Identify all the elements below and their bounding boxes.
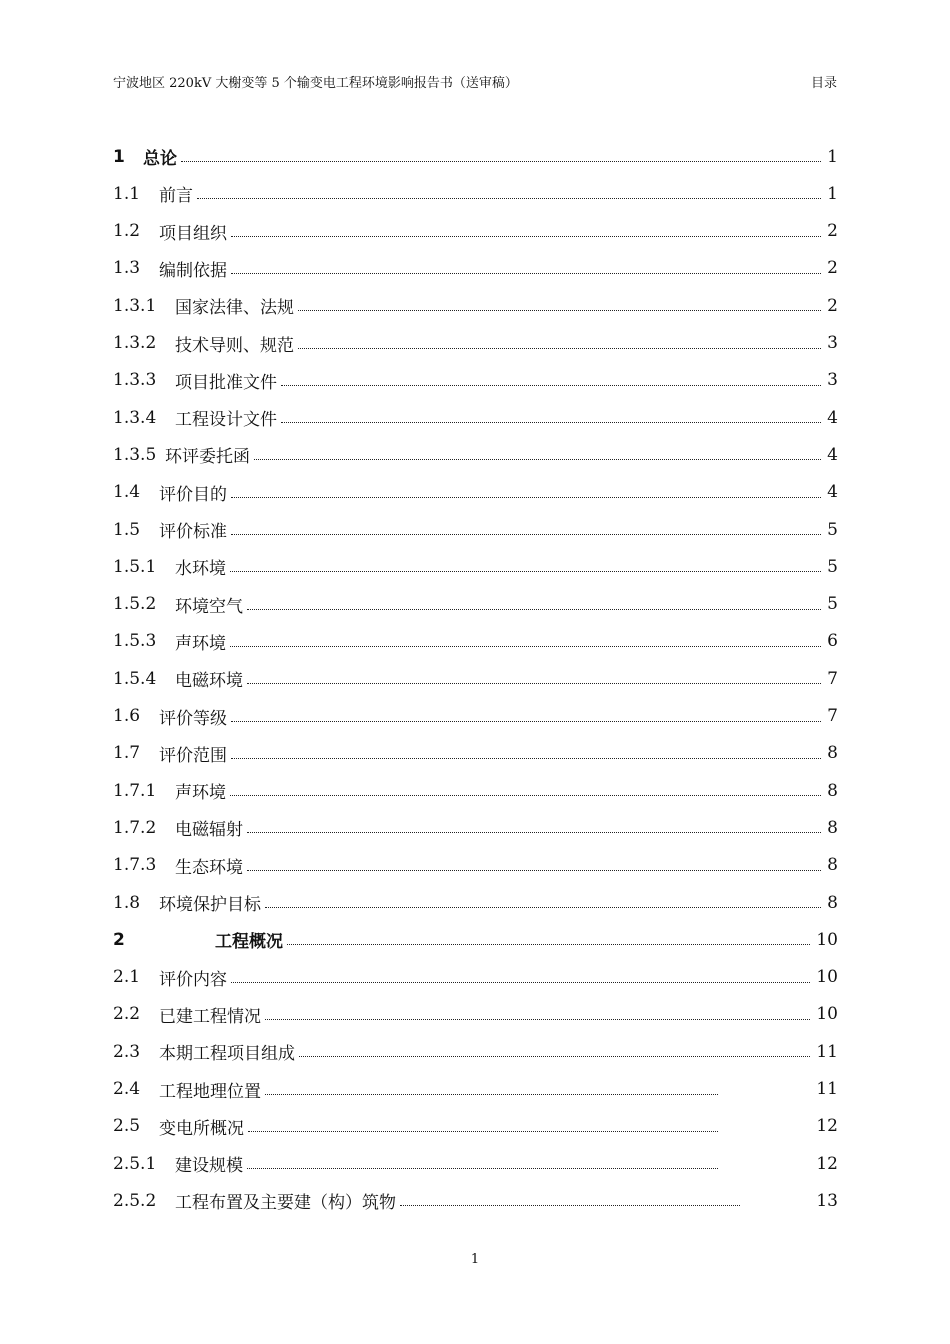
toc-entry-number: 1.3 [113,258,141,279]
toc-entry-title: 国家法律、法规 [175,298,294,319]
toc-entry[interactable] [113,959,838,996]
page-footer [0,1252,950,1267]
toc-entry-number: 2.5.2 [113,1190,157,1211]
toc-entry[interactable] [113,548,838,585]
toc-entry-number: 2.2 [113,1004,141,1025]
toc-entry-number: 1 [113,146,125,167]
toc-entry-number: 1.6 [113,706,141,726]
toc-entry-page: 12 [816,1153,838,1174]
toc-entry[interactable] [113,138,838,175]
toc-entry-number: 1.3.4 [113,407,157,428]
toc-entry[interactable] [113,1182,838,1219]
toc-entry[interactable] [113,735,838,772]
toc-entry-page: 8 [827,817,838,838]
toc-entry-number: 1.7.1 [113,780,157,801]
toc-entry-page: 5 [827,556,838,577]
toc-entry[interactable] [113,1108,838,1145]
dot-leader [247,832,821,833]
toc-entry-page: 3 [827,370,838,391]
toc-entry[interactable] [113,399,838,436]
toc-entry-page: 2 [827,258,838,279]
toc-entry[interactable] [113,325,838,362]
toc-entry[interactable] [113,623,838,660]
toc-entry-title: 生态环境 [175,857,243,878]
dot-leader [265,1019,810,1020]
toc-entry-page: 4 [827,407,838,428]
dot-leader [231,758,821,759]
toc-entry-page: 10 [816,967,838,988]
toc-entry-page: 5 [827,594,838,615]
toc-entry-title: 声环境 [175,783,226,804]
toc-entry-number: 1.8 [113,892,141,913]
dot-leader [230,646,821,647]
toc-entry-page: 1 [827,146,838,167]
page-header [113,70,837,92]
toc-entry-page: 1 [827,183,838,204]
toc-entry[interactable] [113,287,838,324]
toc-entry[interactable] [113,1033,838,1070]
toc-entry[interactable] [113,1145,838,1182]
toc-entry-title: 评价等级 [159,708,227,729]
dot-leader [298,310,821,311]
dot-leader [287,944,810,945]
toc-entry[interactable] [113,884,838,921]
toc-entry-number: 2.1 [113,967,141,988]
dot-leader [265,1094,718,1095]
toc-entry-title: 评价内容 [159,969,227,990]
toc-entry-title: 评价标准 [159,522,227,542]
toc-entry-number: 1.5.1 [113,556,157,577]
toc-entry-page: 11 [816,1041,838,1062]
dot-leader [281,422,821,423]
toc-entry-page: 2 [827,221,838,242]
toc-entry-title: 工程布置及主要建（构）筑物 [175,1193,396,1214]
dot-leader [299,1056,810,1057]
toc-entry-number: 1.4 [113,482,141,503]
toc-entry-page: 7 [827,668,838,689]
toc-entry[interactable] [113,996,838,1033]
dot-leader [231,273,821,274]
toc-entry-page: 3 [827,333,838,353]
toc-entry-title: 环境保护目标 [159,895,261,915]
toc-entry-page: 8 [827,855,838,876]
toc-entry-title: 项目组织 [159,223,227,244]
toc-entry-title: 环评委托函 [165,447,250,468]
dot-leader [247,870,821,871]
dot-leader [231,721,821,722]
toc-entry-number: 2.3 [113,1041,141,1062]
toc-entry-number: 1.7 [113,743,141,764]
toc-entry-number: 2 [113,929,125,950]
toc-entry-title: 项目批准文件 [175,372,277,393]
dot-leader [247,609,821,610]
toc-entry-page: 4 [827,482,838,503]
dot-leader [231,497,821,498]
toc-entry-page: 8 [827,743,838,764]
toc-entry-page: 5 [827,519,838,540]
toc-entry-number: 1.7.2 [113,817,157,838]
toc-entry[interactable] [113,213,838,250]
toc-entry-number: 2.5 [113,1116,141,1137]
toc-entry-page: 13 [816,1190,838,1211]
toc-entry-number: 1.5.4 [113,668,157,689]
toc-entry[interactable] [113,250,838,287]
toc-entry[interactable] [113,921,838,958]
toc-entry-number: 1.3.5 [113,444,157,465]
dot-leader [265,907,821,908]
toc-entry-number: 2.5.1 [113,1153,157,1174]
toc-entry-title: 前言 [159,186,193,207]
dot-leader [281,385,821,386]
toc-entry-page: 7 [827,706,838,726]
dot-leader [254,459,821,460]
toc-entry-title: 变电所概况 [159,1118,244,1139]
dot-leader [298,348,821,349]
toc-entry[interactable] [113,698,838,735]
dot-leader [181,161,821,162]
toc-entry-title: 电磁辐射 [175,820,243,841]
toc-entry-title: 环境空气 [175,596,243,617]
toc-entry-number: 1.1 [113,183,141,204]
toc-entry-page: 8 [827,780,838,801]
toc-entry-page: 11 [816,1079,838,1099]
toc-entry-number: 1.3.2 [113,333,157,353]
toc-entry-title: 建设规模 [175,1156,243,1177]
dot-leader [231,534,821,535]
toc-entry[interactable] [113,511,838,548]
toc-entry-title: 本期工程项目组成 [159,1044,295,1065]
toc-entry-page: 12 [816,1116,838,1137]
toc-entry-number: 1.3.3 [113,370,157,391]
toc-entry-page: 10 [816,929,838,950]
toc-entry-number: 1.3.1 [113,295,157,316]
toc-entry-title: 工程设计文件 [175,410,277,431]
toc-entry[interactable] [113,660,838,697]
toc-entry-page: 8 [827,892,838,913]
toc-entry[interactable] [113,362,838,399]
toc-entry-number: 1.5.3 [113,631,157,652]
toc-entry-title: 工程概况 [215,932,283,953]
document-title: 宁波地区 220kV 大榭变等 5 个输变电工程环境影响报告书（送审稿） [113,75,518,91]
dot-leader [230,571,821,572]
toc-entry[interactable] [113,474,838,511]
toc-entry-number: 2.4 [113,1079,141,1099]
toc-entry-page: 4 [827,444,838,465]
dot-leader [230,795,821,796]
section-label: 目录 [810,75,837,91]
toc-entry-title: 水环境 [175,559,226,580]
dot-leader [197,198,821,199]
toc-entry-number: 1.2 [113,221,141,242]
dot-leader [247,683,821,684]
toc-entry[interactable] [113,175,838,212]
toc-entry-title: 已建工程情况 [159,1006,261,1027]
dot-leader [231,236,821,237]
toc-entry-title: 电磁环境 [175,671,243,692]
toc-entry[interactable] [113,847,838,884]
dot-leader [247,1168,718,1169]
toc-entry[interactable] [113,1071,838,1108]
toc-entry-title: 评价范围 [159,745,227,766]
toc-entry-title: 技术导则、规范 [175,335,294,356]
page-number: 1 [470,1252,480,1267]
toc-entry-title: 编制依据 [159,260,227,281]
toc-entry-number: 1.7.3 [113,855,157,876]
toc-entry-title: 评价目的 [159,484,227,505]
toc-entry-page: 6 [827,631,838,652]
toc-entry-number: 1.5.2 [113,594,157,615]
dot-leader [248,1131,718,1132]
toc-entry-page: 2 [827,295,838,316]
toc-entry-title: 工程地理位置 [159,1081,261,1102]
toc-entry-title: 总论 [143,149,177,169]
toc-entry[interactable] [113,772,838,809]
dot-leader [231,982,810,983]
toc-entry-number: 1.5 [113,519,141,540]
toc-entry-title: 声环境 [175,633,226,654]
toc-entry[interactable] [113,436,838,473]
dot-leader [400,1205,740,1206]
toc-entry[interactable] [113,809,838,846]
toc-entry-page: 10 [816,1004,838,1025]
toc-entry[interactable] [113,586,838,623]
